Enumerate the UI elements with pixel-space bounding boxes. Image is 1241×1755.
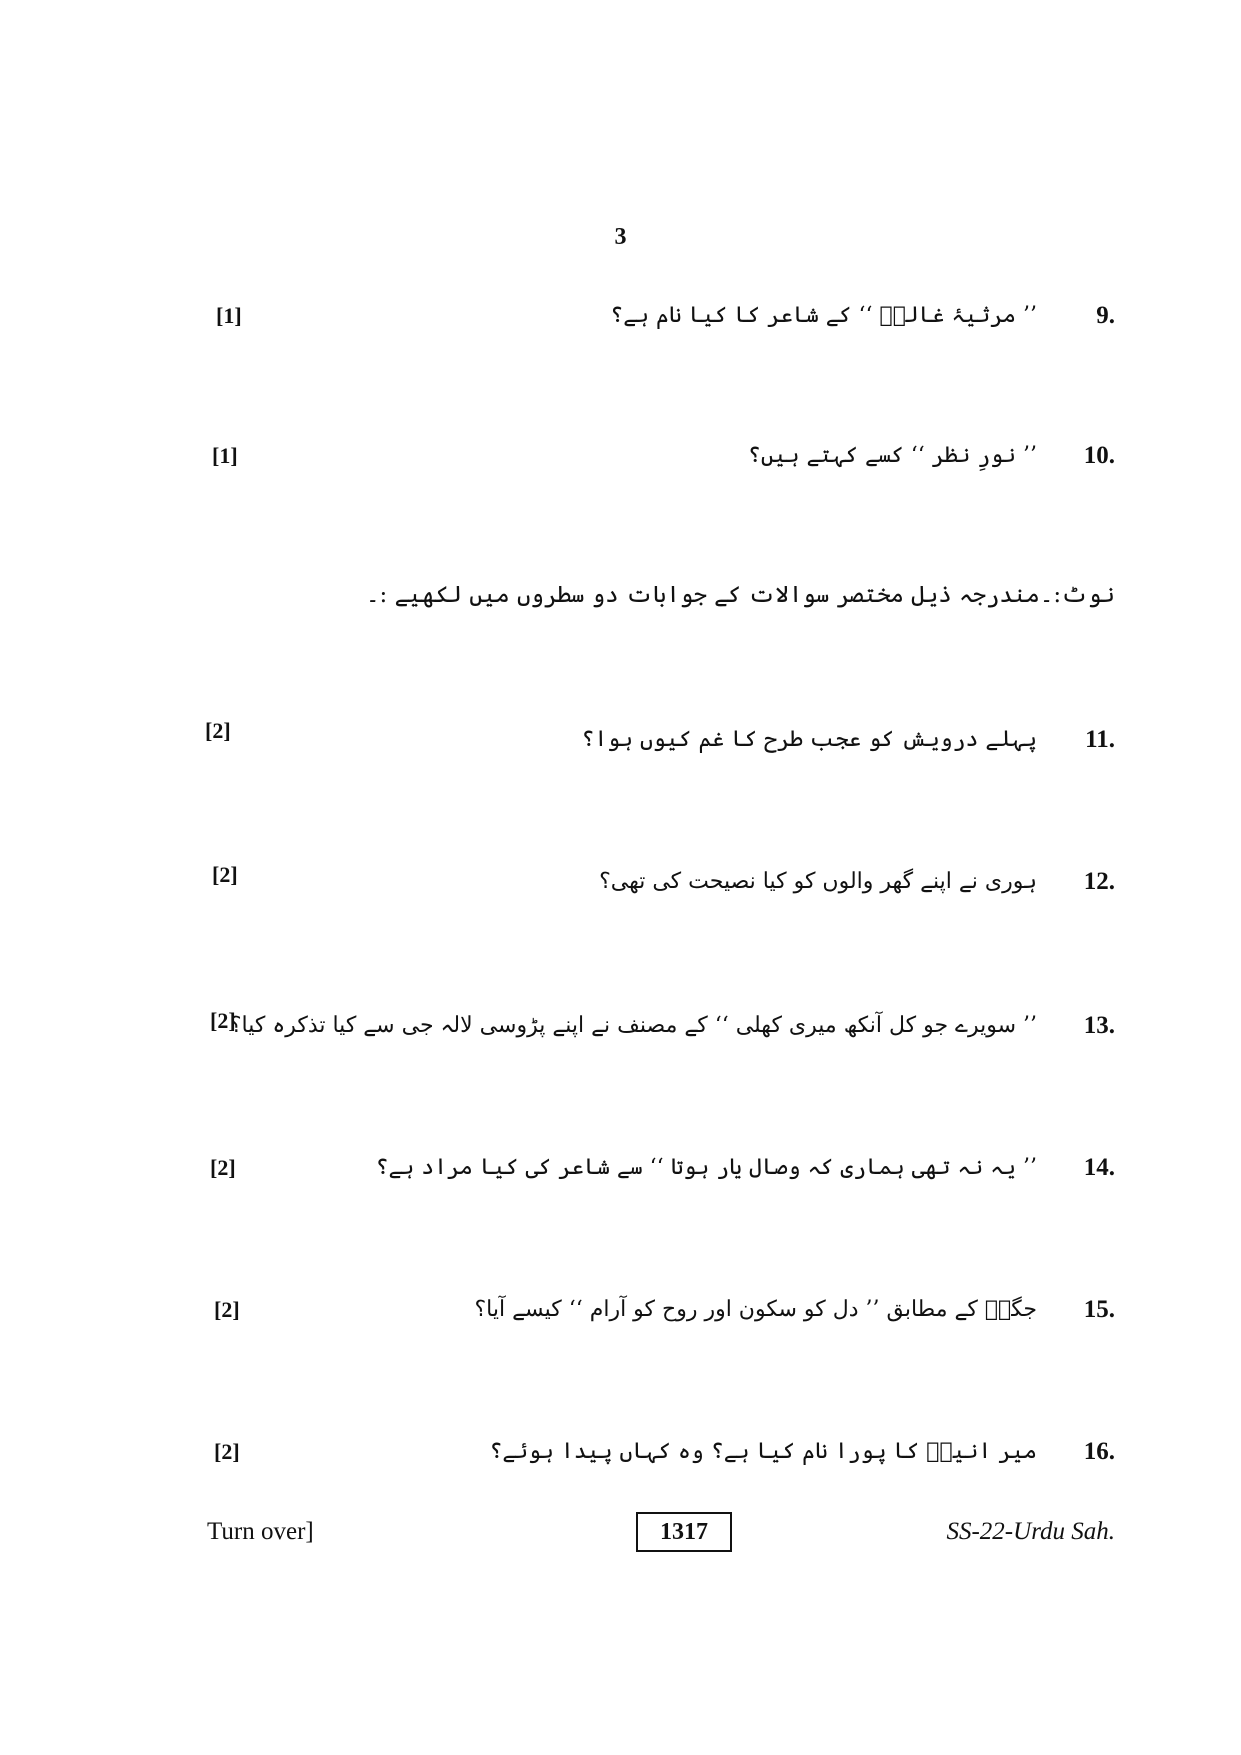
question-marks: [2] — [214, 1439, 240, 1464]
question-number: 10. — [1083, 442, 1115, 469]
question-text: ہوری نے اپنے گھر والوں کو کیا نصیحت کی تھی؟ — [599, 869, 1037, 894]
question-marks: [2] — [214, 1297, 240, 1322]
question-12 — [0, 862, 1241, 912]
paper-id-label: SS-22-Urdu Sah. — [946, 1518, 1115, 1545]
question-marks: [1] — [216, 303, 242, 328]
question-number: 9. — [1096, 302, 1115, 329]
question-11 — [0, 720, 1241, 770]
question-10 — [0, 436, 1241, 486]
question-marks: [2] — [205, 718, 231, 743]
question-text: ’’ نورِ نظر ‘‘ کسے کہتے ہیں؟ — [747, 443, 1037, 468]
page-number: 3 — [614, 224, 627, 250]
question-text: میر انیسؔ کا پورا نام کیا ہے؟ وہ کہاں پیدا ہوئے؟ — [489, 1439, 1037, 1464]
question-13 — [0, 1006, 1241, 1056]
question-text: پہلے درویش کو عجب طرح کا غم کیوں ہوا؟ — [581, 727, 1037, 752]
question-16 — [0, 1432, 1241, 1482]
question-text: ’’ مرثیۂ غالبؔ ‘‘ کے شاعر کا کیا نام ہے؟ — [610, 303, 1037, 328]
question-number: 14. — [1083, 1154, 1115, 1181]
paper-code-box: 1317 — [636, 1512, 732, 1552]
question-marks: [1] — [212, 443, 238, 468]
question-marks: [2] — [212, 862, 238, 887]
instruction-note: نوٹ:۔مندرجہ ذیل مختصر سوالات کے جوابات دو سطروں میں لکھیے :۔ — [366, 582, 1115, 608]
question-number: 12. — [1083, 868, 1115, 895]
question-marks: [2] — [210, 1008, 236, 1033]
question-15 — [0, 1290, 1241, 1340]
question-text: ’’ یہ نہ تھی ہماری کہ وصال یار ہوتا ‘‘ سے شاعر کی کیا مراد ہے؟ — [375, 1155, 1037, 1180]
question-marks: [2] — [210, 1155, 236, 1180]
question-number: 16. — [1083, 1438, 1115, 1465]
question-9 — [0, 296, 1241, 346]
question-number: 13. — [1083, 1012, 1115, 1039]
turn-over-label: Turn over] — [207, 1518, 314, 1545]
question-number: 11. — [1085, 726, 1115, 753]
question-text: ’’ سویرے جو کل آنکھ میری کھلی ‘‘ کے مصنف نے اپنے پڑوسی لالہ جی سے کیا تذکرہ کیا؟ — [229, 1013, 1037, 1038]
question-14 — [0, 1148, 1241, 1198]
question-text: جگرؔ کے مطابق ’’ دل کو سکون اور روح کو آرام ‘‘ کیسے آیا؟ — [474, 1297, 1037, 1322]
question-number: 15. — [1083, 1296, 1115, 1323]
